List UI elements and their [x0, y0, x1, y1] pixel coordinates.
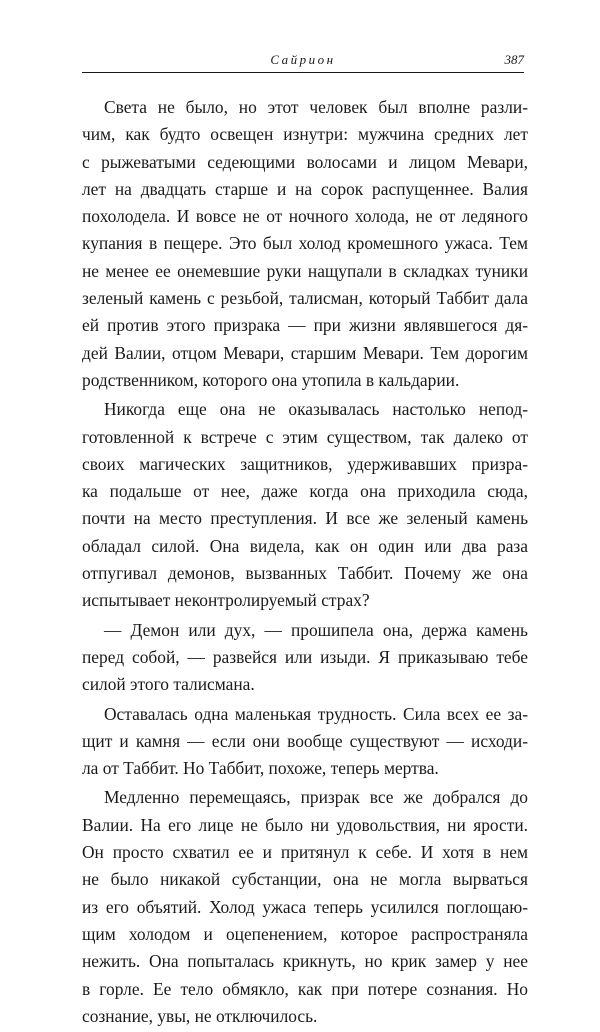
- text-line: щим холодом и оцепенением, которое распространяла: [82, 923, 528, 944]
- text-line: не было никакой субстанции, она не могла вырваться: [82, 869, 528, 890]
- paragraph: [82, 94, 528, 394]
- text-line: Оставалась одна маленькая трудность. Сила всех ее за-: [104, 703, 528, 724]
- text-line: отпугивал демонов, вызванных Таббит. Почему же она: [82, 563, 528, 584]
- text-line: перед собой, — развейся или изыди. Я приказываю тебе: [82, 646, 528, 667]
- text-line: не менее ее онемевшие руки нащупали в складках туники: [82, 260, 528, 281]
- text-line: сознание, увы, не отключилось.: [82, 1005, 318, 1026]
- paragraph: [82, 396, 528, 614]
- text-line: с рыжеватыми седеющими волосами и лицом Мевари,: [82, 151, 528, 172]
- page-number: 387: [504, 52, 524, 67]
- text-line: своих магических защитников, удерживавших призра-: [82, 453, 528, 474]
- text-line: Валии. На его лице не было ни удовольствия, ни ярости.: [82, 814, 528, 835]
- running-header: [82, 50, 524, 73]
- text-line: зеленый камень с резьбой, талисман, который Таббит дала: [82, 288, 528, 309]
- text-line: испытывает неконтролируемый страх?: [82, 590, 370, 611]
- paragraph: [82, 784, 528, 1030]
- text-line: Медленно перемещаясь, призрак все же добрался до: [104, 787, 528, 808]
- text-line: лет на двадцать старше и на сорок распущеннее. Валия: [82, 178, 528, 199]
- text-line: чим, как будто освещен изнутри: мужчина средних лет: [82, 124, 528, 145]
- text-line: из его объятий. Холод ужаса теперь усилился поглощаю-: [82, 896, 528, 917]
- text-line: похолодела. И вовсе не от ночного холода, не от ледяного: [82, 206, 528, 227]
- text-line: Света не было, но этот человек был вполне разли-: [104, 97, 528, 117]
- paragraph: [82, 701, 528, 783]
- text-line: ка подальше от нее, даже когда она приходила сюда,: [82, 481, 528, 502]
- text-line: ей против этого призрака — при жизни являвшегося дя-: [82, 315, 528, 336]
- text-line: родственником, которого она утопила в кальдарии.: [82, 369, 460, 390]
- text-line: Никогда еще она не оказывалась настолько непод-: [104, 399, 528, 420]
- text-line: силой этого талисмана.: [82, 674, 255, 695]
- text-line: почти на место преступления. И все же зеленый камень: [82, 508, 528, 529]
- text-line: готовленной к встрече с этим существом, так далеко от: [82, 426, 528, 447]
- text-line: Он просто схватил ее и притянул к себе. И хотя в нем: [82, 842, 528, 863]
- text-line: щит и камня — если они вообще существуют — исходи-: [82, 730, 528, 751]
- text-line: обладал силой. Она видела, как он один или два раза: [82, 535, 528, 556]
- text-line: в горле. Ее тело обмякло, как при потере сознания. Но: [82, 978, 528, 999]
- text-line: — Демон или дух, — прошипела она, держа камень: [104, 619, 528, 640]
- text-line: купания в пещере. Это был холод кромешного ужаса. Тем: [82, 233, 528, 254]
- text-line: дей Валии, отцом Мевари, старшим Мевари. Тем дорогим: [82, 342, 528, 363]
- text-line: нежить. Она попыталась крикнуть, но крик замер у нее: [82, 951, 528, 972]
- text-line: ла от Таббит. Но Таббит, похоже, теперь мертва.: [82, 758, 439, 779]
- running-title: Сайрион: [270, 52, 336, 67]
- paragraph: [82, 617, 528, 699]
- body-text: [82, 94, 528, 1032]
